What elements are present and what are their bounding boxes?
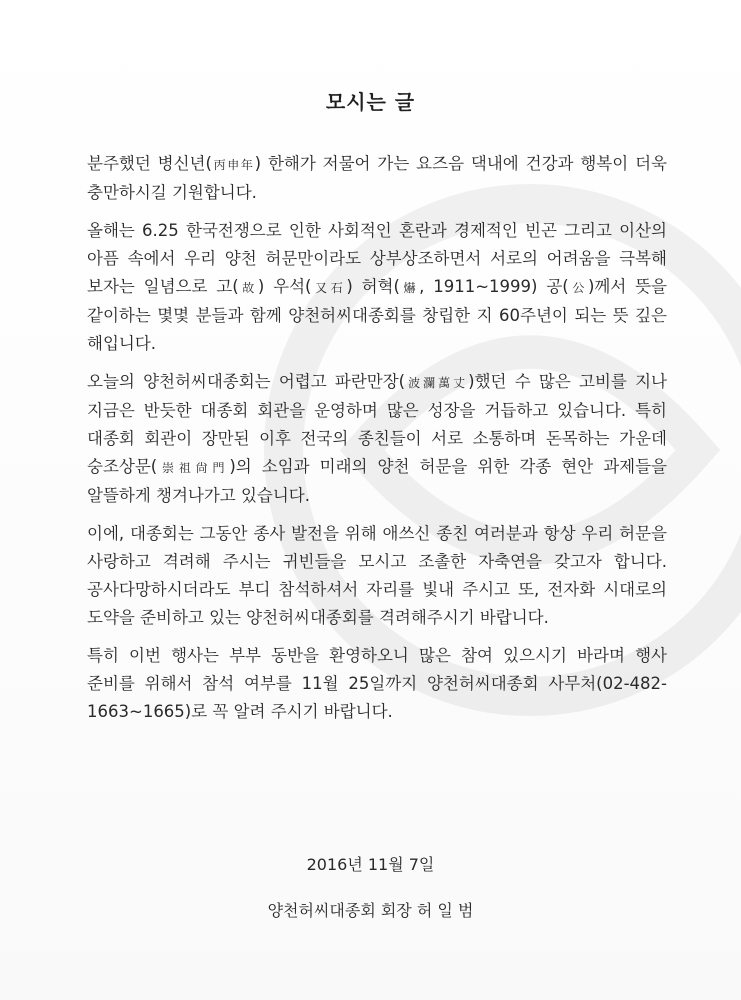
letter-date: 2016년 11월 7일 xyxy=(306,855,435,874)
hanja-text: 又石 xyxy=(311,281,347,295)
hanja-text: 爀 xyxy=(399,281,420,295)
letter-paragraph xyxy=(87,642,667,726)
hanja-text: 故 xyxy=(238,281,258,295)
paragraph-text: 오늘의 양천허씨대종회는 어렵고 파란만장( xyxy=(87,372,406,391)
hanja-text: 公 xyxy=(568,281,588,295)
paragraph-text: , 1911~1999) 공( xyxy=(419,277,569,296)
paragraph-text: )의 소임과 미래의 양천 허문을 위한 각종 현안 과제들을 알뜰하게 챙겨나가고 있습니다. xyxy=(87,457,667,505)
paragraph-text: 특히 이번 행사는 부부 동반을 환영하오니 많은 참여 있으시기 바라며 행사 준비를 위해서 참석 여부를 11월 25일까지 양천허씨대종회 사무처(02-482-1663~1665)로 꼭 알려 주시기 바랍니다. xyxy=(87,646,667,721)
letter-signature: 양천허씨대종회 회장 허 일 범 xyxy=(267,901,474,920)
paragraph-text: ) 허혁( xyxy=(346,277,400,296)
paragraph-text: 분주했던 병신년( xyxy=(87,154,212,173)
paragraph-text: )께서 뜻을 같이하는 몇몇 분들과 함께 양천허씨대종회를 창립한 지 60주년이 되는 뜻 깊은 해입니다. xyxy=(87,277,667,353)
letter-title: 모시는 글 xyxy=(325,90,416,114)
letter-body xyxy=(87,150,667,736)
hanja-text: 丙申年 xyxy=(211,158,255,172)
hanja-text: 崇祖尙門 xyxy=(157,461,230,475)
paragraph-text: ) 우석( xyxy=(257,277,312,296)
letter-paragraph xyxy=(87,217,667,358)
letter-paragraph xyxy=(87,520,667,632)
hanja-text: 波瀾萬丈 xyxy=(405,376,469,390)
paragraph-text: )했던 수 많은 고비를 지나 지금은 반듯한 대종회 회관을 운영하며 많은 성장을 거듭하고 있습니다. 특히 대종회 회관이 장만된 이후 전국의 종친들이 서로 소통하며 돈목하는 가운데 숭조상문( xyxy=(87,372,667,476)
letter-paragraph xyxy=(87,150,667,207)
letter-paragraph xyxy=(87,368,667,510)
paragraph-text: ) 한해가 저물어 가는 요즈음 댁내에 건강과 행복이 더욱 충만하시길 기원합니다. xyxy=(87,154,667,202)
paragraph-text: 올해는 6.25 한국전쟁으로 인한 사회적인 혼란과 경제적인 빈곤 그리고 이산의 아픔 속에서 우리 양천 허문만이라도 상부상조하면서 서로의 어려움을 극복해 보자는 일념으로 고( xyxy=(87,221,667,296)
paragraph-text: 이에, 대종회는 그동안 종사 발전을 위해 애쓰신 종친 여러분과 항상 우리 허문을 사랑하고 격려해 주시는 귀빈들을 모시고 조촐한 자축연을 갖고자 합니다. 공사다망하시더라도 부디 참석하셔서 자리를 빛내 주시고 또, 전자화 시대로의 도약을 준비하고 있는 양천허씨대종회를 격려해주시기 바랍니다. xyxy=(87,524,667,627)
